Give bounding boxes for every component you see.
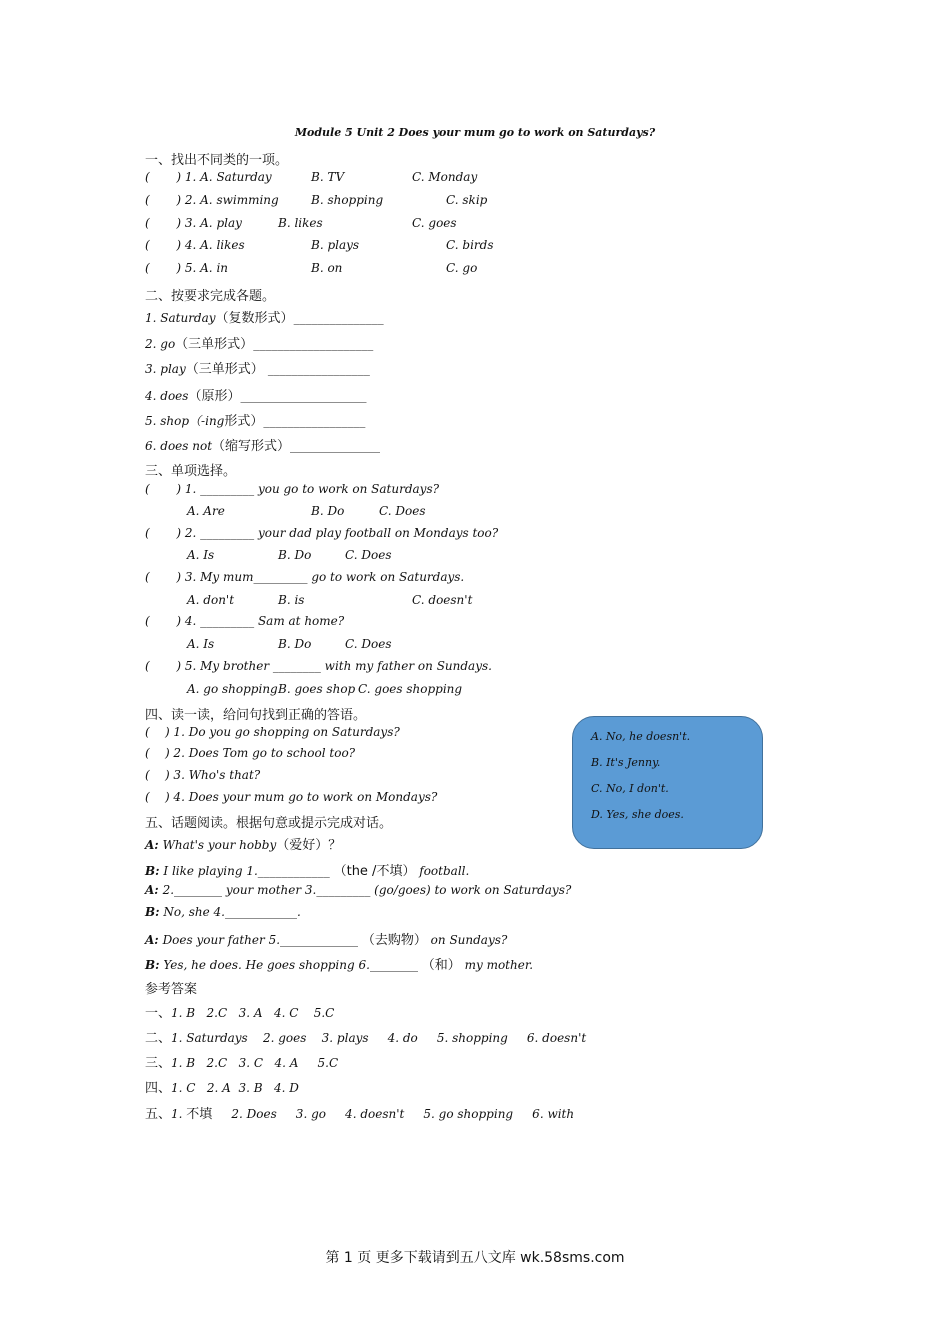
s1-q3-c: C. goes xyxy=(412,216,457,230)
section1-heading: 一、找出不同类的一项。 xyxy=(145,153,289,168)
section2-heading: 二、按要求完成各题。 xyxy=(145,289,276,304)
s4-q3: ( ) 3. Who's that? xyxy=(145,768,261,782)
s1-q5-b: B. on xyxy=(311,261,343,275)
s2-item-3: 3. play（三单形式） _________________ xyxy=(145,362,370,377)
answer-bubble xyxy=(572,716,763,849)
answers-row-3: 三、1. B 2.C 3. C 4. A 5.C xyxy=(145,1056,339,1071)
answers-row-2: 二、1. Saturdays 2. goes 3. plays 4. do 5. shopping 6. doesn't xyxy=(145,1031,587,1046)
s1-q2: ( ) 2. A. swimming xyxy=(145,193,279,207)
dialog-line-5: A: Does your father 5._____________ （去购物） on Sundays? xyxy=(145,933,508,948)
dialog-line-1: A: What's your hobby（爱好）？ xyxy=(145,838,342,853)
s3-q3: ( ) 3. My mum_________ go to work on Saturdays. xyxy=(145,570,465,584)
s3-q3-a: A. don't xyxy=(187,593,235,607)
answers-row-5: 五、1. 不填 2. Does 3. go 4. doesn't 5. go shopping 6. with xyxy=(145,1107,575,1122)
s3-q2: ( ) 2. _________ your dad play football on Mondays too? xyxy=(145,526,499,540)
page-footer: 第 1 页 更多下载请到五八文库 wk.58sms.com xyxy=(325,1250,625,1266)
answers-heading: 参考答案 xyxy=(145,982,198,997)
s1-q4: ( ) 4. A. likes xyxy=(145,238,245,252)
s2-item-1: 1. Saturday（复数形式）_______________ xyxy=(145,311,384,326)
s1-q1: ( ) 1. A. Saturday xyxy=(145,170,272,184)
s3-q1: ( ) 1. _________ you go to work on Saturdays? xyxy=(145,482,440,496)
s1-q4-b: B. plays xyxy=(311,238,360,252)
s2-item-4: 4. does（原形）_____________________ xyxy=(145,389,367,404)
s3-q5: ( ) 5. My brother ________ with my father on Sundays. xyxy=(145,659,492,673)
s3-q1-b: B. Do xyxy=(311,504,345,518)
dialog-line-3: A: 2.________ your mother 3._________ (go/goes) to work on Saturdays? xyxy=(145,883,572,897)
s3-q3-b: B. is xyxy=(278,593,305,607)
s2-item-5: 5. shop（-ing形式）_________________ xyxy=(145,414,366,429)
dialog-line-2: B: I like playing 1.____________ （the /不填） football. xyxy=(145,864,470,879)
s3-q4-b: B. Do xyxy=(278,637,312,651)
s3-q4-a: A. Is xyxy=(187,637,215,651)
answers-row-4: 四、1. C 2. A 3. B 4. D xyxy=(145,1081,299,1096)
s3-q5-c: C. goes shopping xyxy=(358,682,463,696)
s3-q2-b: B. Do xyxy=(278,548,312,562)
section5-heading: 五、话题阅读。根据句意或提示完成对话。 xyxy=(145,816,393,831)
answer-d: D. Yes, she does. xyxy=(591,808,684,821)
s2-item-2: 2. go（三单形式）____________________ xyxy=(145,337,374,352)
document-title: Module 5 Unit 2 Does your mum go to work on Saturdays? xyxy=(294,126,656,139)
s4-q4: ( ) 4. Does your mum go to work on Mondays? xyxy=(145,790,438,804)
s4-q2: ( ) 2. Does Tom go to school too? xyxy=(145,746,356,760)
s3-q4-c: C. Does xyxy=(345,637,392,651)
s1-q1-c: C. Monday xyxy=(412,170,478,184)
s3-q1-c: C. Does xyxy=(379,504,426,518)
s1-q2-b: B. shopping xyxy=(311,193,384,207)
s1-q3-b: B. likes xyxy=(278,216,323,230)
s3-q2-c: C. Does xyxy=(345,548,392,562)
s1-q4-c: C. birds xyxy=(446,238,494,252)
s3-q5-a: A. go shopping xyxy=(187,682,278,696)
s1-q5-c: C. go xyxy=(446,261,478,275)
s1-q1-b: B. TV xyxy=(311,170,345,184)
s1-q2-c: C. skip xyxy=(446,193,488,207)
s1-q5: ( ) 5. A. in xyxy=(145,261,229,275)
s3-q5-b: B. goes shop xyxy=(278,682,356,696)
section3-heading: 三、单项选择。 xyxy=(145,464,237,479)
section4-heading: 四、读一读，给问句找到正确的答语。 xyxy=(145,708,367,723)
s3-q4: ( ) 4. _________ Sam at home? xyxy=(145,614,345,628)
s2-item-6: 6. does not（缩写形式）_______________ xyxy=(145,439,381,454)
s3-q3-c: C. doesn't xyxy=(412,593,473,607)
answer-c: C. No, I don't. xyxy=(591,782,669,795)
answer-a: A. No, he doesn't. xyxy=(591,730,691,743)
s3-q1-a: A. Are xyxy=(187,504,225,518)
s3-q2-a: A. Is xyxy=(187,548,215,562)
answer-b: B. It's Jenny. xyxy=(591,756,661,769)
s4-q1: ( ) 1. Do you go shopping on Saturdays? xyxy=(145,725,400,739)
dialog-line-4: B: No, she 4.____________. xyxy=(145,905,301,919)
dialog-line-6: B: Yes, he does. He goes shopping 6.________ （和） my mother. xyxy=(145,958,534,973)
answers-row-1: 一、1. B 2.C 3. A 4. C 5.C xyxy=(145,1006,335,1021)
s1-q3: ( ) 3. A. play xyxy=(145,216,242,230)
